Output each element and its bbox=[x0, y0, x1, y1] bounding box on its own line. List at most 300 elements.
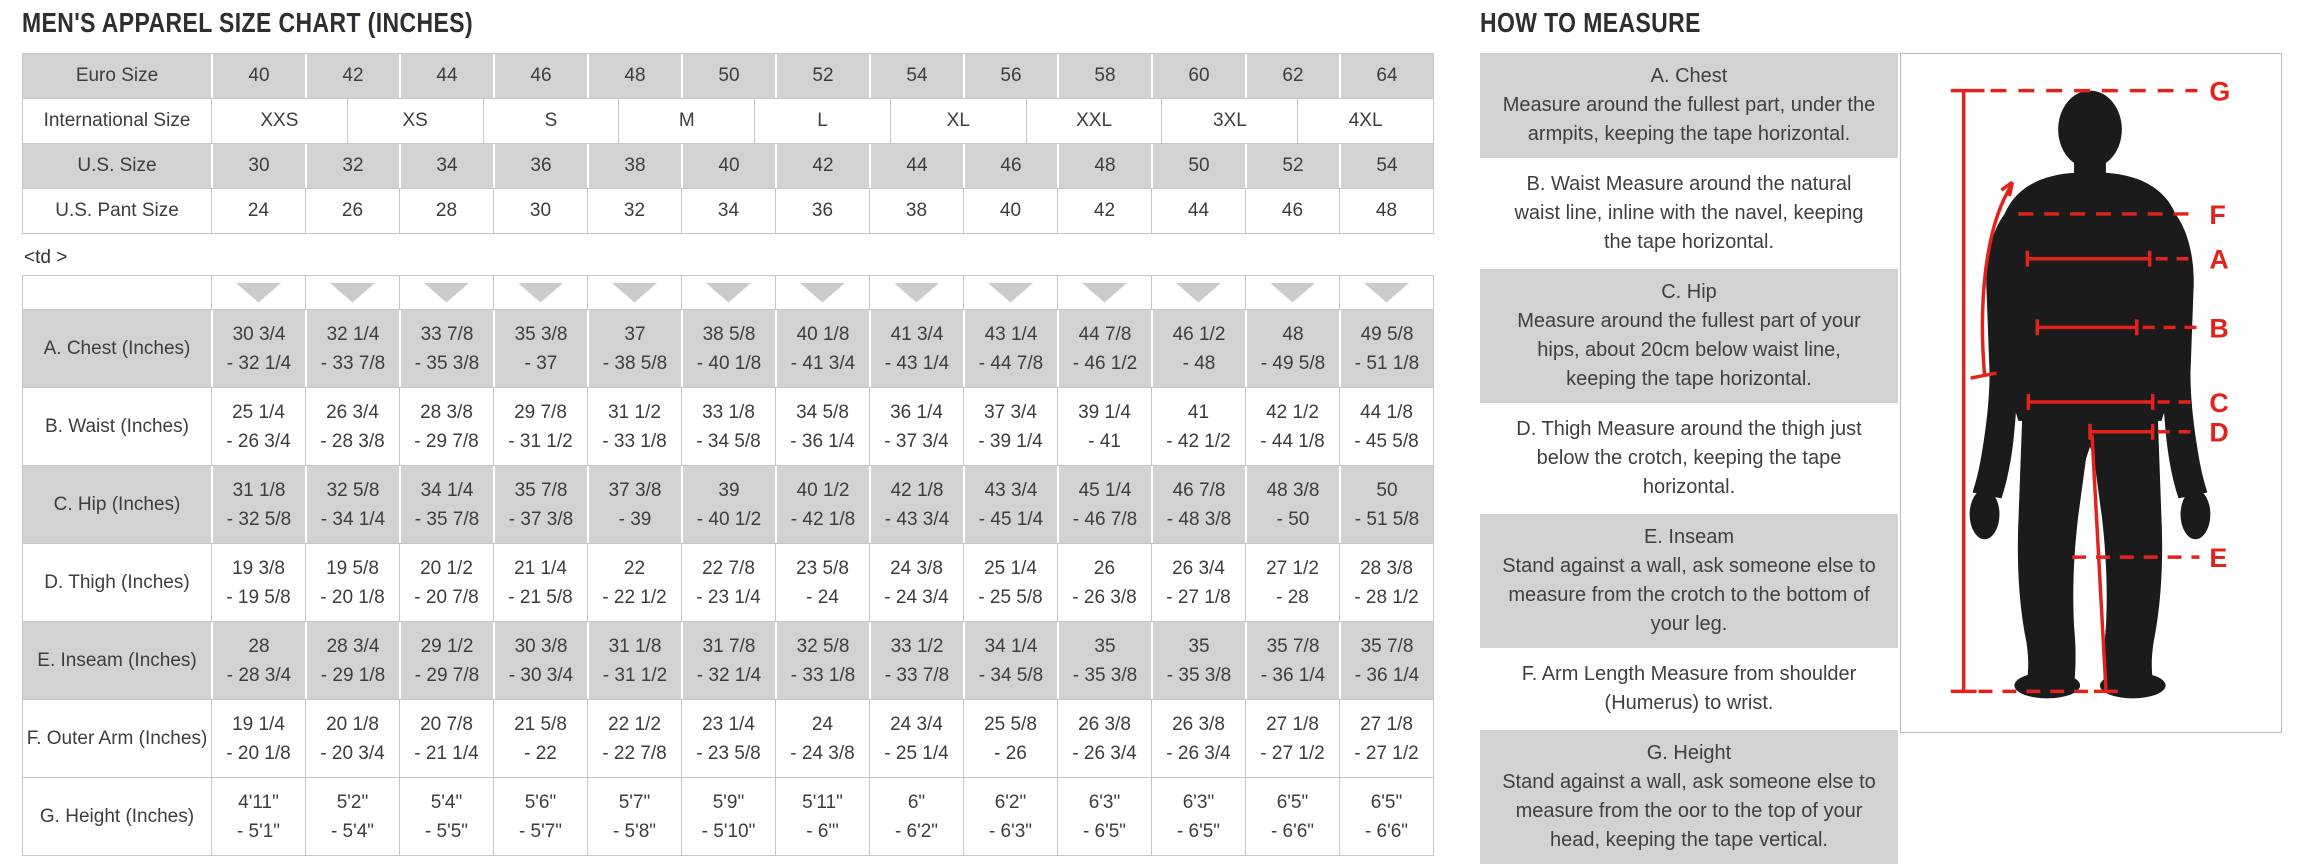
size-value-cell: S bbox=[483, 99, 619, 143]
dropdown-triangle-icon bbox=[1176, 283, 1222, 303]
size-value-cell: 3XL bbox=[1161, 99, 1297, 143]
size-column-dropdown[interactable] bbox=[681, 276, 775, 309]
size-value-cell: 30 bbox=[493, 189, 587, 233]
page-title bbox=[22, 6, 1434, 40]
range-line: 37 3/8 bbox=[608, 479, 662, 501]
range-cell bbox=[493, 622, 587, 699]
range-line: - 6'2" bbox=[894, 820, 939, 842]
range-line: 6'5" bbox=[1276, 791, 1309, 813]
range-cell bbox=[1339, 466, 1433, 543]
range-line: - 6'3" bbox=[988, 820, 1033, 842]
measurement-label: C. Hip (Inches) bbox=[53, 493, 181, 515]
range-cell bbox=[1151, 622, 1245, 699]
dropdown-triangle-icon bbox=[236, 283, 282, 303]
range-cell bbox=[1151, 388, 1245, 465]
range-line: 26 3/4 bbox=[1172, 557, 1225, 579]
measurement-row bbox=[23, 309, 1433, 387]
size-value-cell: 52 bbox=[1245, 144, 1339, 188]
range-cell bbox=[681, 622, 775, 699]
figure-labels bbox=[2209, 77, 2230, 574]
range-line: 48 3/8 bbox=[1266, 479, 1320, 501]
range-line: 23 5/8 bbox=[796, 557, 849, 579]
size-value-cell: 44 bbox=[1151, 189, 1245, 233]
figure-label-g: G bbox=[2209, 76, 2231, 107]
range-line: 35 3/8 bbox=[514, 323, 568, 345]
range-cell bbox=[211, 310, 305, 387]
size-value-cell: 50 bbox=[1151, 144, 1245, 188]
size-value-cell: 44 bbox=[399, 54, 493, 98]
dropdown-triangle-icon bbox=[988, 283, 1034, 303]
range-cell bbox=[399, 700, 493, 777]
range-line: - 23 1/4 bbox=[696, 586, 761, 608]
range-line: - 5'7" bbox=[518, 820, 563, 842]
range-cell bbox=[305, 466, 399, 543]
range-line: 37 bbox=[624, 323, 646, 345]
range-line: - 37 bbox=[524, 352, 558, 374]
dropdown-triangle-icon bbox=[706, 283, 752, 303]
range-line: 26 3/4 bbox=[326, 401, 379, 423]
range-line: 25 1/4 bbox=[984, 557, 1037, 579]
range-line: 6'3" bbox=[1088, 791, 1121, 813]
measurement-label: E. Inseam (Inches) bbox=[37, 649, 197, 671]
range-line: 24 bbox=[811, 713, 834, 735]
range-line: 22 bbox=[623, 557, 646, 579]
size-value-cell: 24 bbox=[211, 189, 305, 233]
range-cell bbox=[1339, 388, 1433, 465]
range-line: - 34 1/4 bbox=[320, 508, 386, 530]
range-line: - 39 bbox=[618, 508, 652, 530]
range-cell bbox=[587, 388, 681, 465]
range-line: - 44 7/8 bbox=[978, 352, 1044, 374]
dropdown-triangle-icon bbox=[800, 283, 846, 303]
range-cell bbox=[399, 544, 493, 621]
range-line: - 23 5/8 bbox=[696, 742, 761, 764]
range-cell bbox=[775, 388, 869, 465]
measurement-row bbox=[23, 777, 1433, 855]
range-line: - 42 1/2 bbox=[1166, 430, 1231, 452]
range-cell bbox=[775, 544, 869, 621]
range-cell bbox=[1245, 388, 1339, 465]
range-line: - 41 bbox=[1088, 430, 1121, 452]
range-cell bbox=[775, 622, 869, 699]
size-value-cell: 36 bbox=[493, 144, 587, 188]
range-line: 33 7/8 bbox=[420, 323, 474, 345]
range-cell bbox=[775, 700, 869, 777]
range-cell bbox=[305, 700, 399, 777]
size-value-cell: 34 bbox=[399, 144, 493, 188]
range-line: 33 1/2 bbox=[890, 635, 944, 657]
size-value-cell: L bbox=[754, 99, 890, 143]
range-cell bbox=[1245, 700, 1339, 777]
range-line: 20 1/2 bbox=[420, 557, 473, 579]
instruction-title: A. Chest bbox=[1650, 65, 1728, 87]
instruction-title: G. Height bbox=[1646, 742, 1732, 764]
range-line: 27 1/8 bbox=[1360, 713, 1413, 735]
size-value-cell: 64 bbox=[1339, 54, 1433, 98]
range-line: - 49 5/8 bbox=[1260, 352, 1326, 374]
range-line: - 31 1/2 bbox=[602, 664, 668, 686]
range-cell bbox=[681, 778, 775, 855]
range-line: 43 3/4 bbox=[984, 479, 1038, 501]
range-line: 21 5/8 bbox=[514, 713, 567, 735]
size-column-dropdown[interactable] bbox=[399, 276, 493, 309]
range-line: - 36 1/4 bbox=[790, 430, 855, 452]
instruction-body: B. Waist Measure around the natural waist line, inline with the navel, keeping the tape horizontal. bbox=[1514, 173, 1864, 253]
size-column-dropdown[interactable] bbox=[211, 276, 305, 309]
range-line: - 51 1/8 bbox=[1354, 352, 1420, 374]
range-line: - 46 7/8 bbox=[1072, 508, 1138, 530]
dropdown-triangle-icon bbox=[330, 283, 376, 303]
range-cell bbox=[1057, 622, 1151, 699]
size-value-cell: 54 bbox=[1339, 144, 1433, 188]
range-line: - 28 bbox=[1276, 586, 1309, 608]
range-line: 5'9" bbox=[712, 791, 745, 813]
range-line: 4'11" bbox=[238, 791, 279, 813]
range-line: - 20 7/8 bbox=[414, 586, 479, 608]
size-value-cell: 40 bbox=[681, 144, 775, 188]
range-cell bbox=[587, 466, 681, 543]
range-line: - 32 1/4 bbox=[696, 664, 762, 686]
range-line: 32 5/8 bbox=[326, 479, 380, 501]
range-cell bbox=[493, 388, 587, 465]
range-line: 28 3/8 bbox=[420, 401, 473, 423]
size-value-cell: 4XL bbox=[1297, 99, 1433, 143]
range-line: - 22 bbox=[524, 742, 557, 764]
range-line: 28 bbox=[248, 635, 270, 657]
size-value-cell: 54 bbox=[869, 54, 963, 98]
range-line: 46 1/2 bbox=[1172, 323, 1226, 345]
range-line: - 38 5/8 bbox=[602, 352, 668, 374]
range-cell bbox=[587, 622, 681, 699]
range-line: - 6'6" bbox=[1270, 820, 1315, 842]
size-column-dropdown[interactable] bbox=[1339, 276, 1433, 309]
dropdown-triangle-icon bbox=[894, 283, 940, 303]
figure-label-e: E bbox=[2209, 543, 2228, 574]
size-value-cell: 60 bbox=[1151, 54, 1245, 98]
size-column-dropdown[interactable] bbox=[1057, 276, 1151, 309]
range-line: 24 3/4 bbox=[890, 713, 943, 735]
range-line: 41 3/4 bbox=[890, 323, 944, 345]
range-cell bbox=[775, 466, 869, 543]
range-cell bbox=[211, 388, 305, 465]
range-line: - 26 3/8 bbox=[1072, 586, 1137, 608]
range-cell bbox=[1057, 466, 1151, 543]
range-line: - 33 1/8 bbox=[602, 430, 667, 452]
range-line: - 40 1/2 bbox=[696, 508, 762, 530]
range-line: - 26 3/4 bbox=[226, 430, 291, 452]
range-cell bbox=[305, 778, 399, 855]
measurement-label: B. Waist (Inches) bbox=[45, 415, 189, 437]
range-line: 36 1/4 bbox=[890, 401, 943, 423]
range-cell bbox=[963, 622, 1057, 699]
range-cell bbox=[869, 388, 963, 465]
range-cell bbox=[493, 778, 587, 855]
measurements-table bbox=[22, 275, 1434, 856]
range-line: 43 1/4 bbox=[984, 323, 1038, 345]
range-line: 19 5/8 bbox=[326, 557, 379, 579]
range-cell bbox=[1245, 778, 1339, 855]
measure-instructions bbox=[1480, 53, 1898, 867]
range-cell bbox=[775, 778, 869, 855]
measurement-row bbox=[23, 465, 1433, 543]
range-line: - 43 1/4 bbox=[884, 352, 950, 374]
dropdown-triangle-icon bbox=[1082, 283, 1128, 303]
range-line: 31 1/8 bbox=[232, 479, 286, 501]
range-line: 37 3/4 bbox=[984, 401, 1037, 423]
range-cell bbox=[963, 466, 1057, 543]
range-line: - 50 bbox=[1276, 508, 1310, 530]
range-cell bbox=[1151, 466, 1245, 543]
instruction-body: Stand against a wall, ask someone else to measure from the oor to the top of your head, keeping the tape vertical. bbox=[1502, 771, 1876, 851]
range-line: 39 1/4 bbox=[1078, 401, 1131, 423]
range-line: - 34 5/8 bbox=[696, 430, 761, 452]
range-cell bbox=[1151, 310, 1245, 387]
range-line: - 22 7/8 bbox=[602, 742, 667, 764]
size-table-row bbox=[23, 143, 1433, 188]
range-line: - 25 1/4 bbox=[884, 742, 949, 764]
range-line: - 19 5/8 bbox=[226, 586, 291, 608]
range-cell bbox=[869, 700, 963, 777]
range-line: - 21 1/4 bbox=[414, 742, 479, 764]
range-line: 28 3/8 bbox=[1360, 557, 1413, 579]
range-cell bbox=[963, 310, 1057, 387]
range-line: 26 3/8 bbox=[1172, 713, 1225, 735]
range-line: - 48 3/8 bbox=[1166, 508, 1232, 530]
range-line: - 42 1/8 bbox=[790, 508, 856, 530]
range-cell bbox=[1245, 466, 1339, 543]
range-line: 35 7/8 bbox=[1266, 635, 1320, 657]
size-table-row bbox=[23, 98, 1433, 143]
range-line: 35 7/8 bbox=[1360, 635, 1414, 657]
range-line: 38 5/8 bbox=[702, 323, 756, 345]
size-column-dropdown[interactable] bbox=[493, 276, 587, 309]
figure-label-c: C bbox=[2209, 387, 2229, 418]
range-cell bbox=[963, 700, 1057, 777]
dropdown-triangle-icon bbox=[518, 283, 564, 303]
range-line: 32 1/4 bbox=[326, 323, 380, 345]
range-line: 30 3/4 bbox=[232, 323, 286, 345]
range-line: - 5'5" bbox=[424, 820, 469, 842]
range-line: - 26 bbox=[994, 742, 1027, 764]
range-line: 5'6" bbox=[524, 791, 557, 813]
size-value-cell: 42 bbox=[775, 144, 869, 188]
dropdown-triangle-icon bbox=[1270, 283, 1316, 303]
range-line: - 36 1/4 bbox=[1354, 664, 1420, 686]
range-cell bbox=[305, 310, 399, 387]
measure-instruction bbox=[1480, 514, 1898, 648]
range-cell bbox=[587, 310, 681, 387]
range-line: 19 1/4 bbox=[232, 713, 285, 735]
measure-instruction bbox=[1480, 269, 1898, 403]
figure-label-f: F bbox=[2209, 199, 2226, 230]
range-line: 21 1/4 bbox=[514, 557, 567, 579]
range-line: - 51 5/8 bbox=[1354, 508, 1420, 530]
size-table-row bbox=[23, 54, 1433, 98]
size-value-cell: 48 bbox=[1057, 144, 1151, 188]
range-line: - 37 3/8 bbox=[508, 508, 574, 530]
range-line: - 6'6" bbox=[1364, 820, 1409, 842]
range-line: 6" bbox=[907, 791, 926, 813]
range-cell bbox=[211, 544, 305, 621]
range-line: 34 1/4 bbox=[984, 635, 1038, 657]
measurement-row bbox=[23, 387, 1433, 465]
range-cell bbox=[493, 700, 587, 777]
dropdown-triangle-icon bbox=[612, 283, 658, 303]
page-title-text: MEN'S APPAREL SIZE CHART (INCHES) bbox=[22, 7, 474, 38]
range-cell bbox=[1057, 310, 1151, 387]
range-line: 20 1/8 bbox=[326, 713, 379, 735]
range-cell bbox=[681, 544, 775, 621]
range-line: 42 1/2 bbox=[1266, 401, 1319, 423]
range-cell bbox=[493, 310, 587, 387]
measure-instruction bbox=[1480, 406, 1898, 511]
range-line: 28 3/4 bbox=[326, 635, 380, 657]
range-cell bbox=[1057, 388, 1151, 465]
range-line: - 25 5/8 bbox=[978, 586, 1043, 608]
range-line: - 6'5" bbox=[1176, 820, 1221, 842]
row-label-empty bbox=[23, 276, 211, 309]
range-line: 5'11" bbox=[802, 791, 843, 813]
range-line: 5'7" bbox=[618, 791, 651, 813]
range-line: - 20 3/4 bbox=[320, 742, 385, 764]
range-cell bbox=[1151, 700, 1245, 777]
range-line: 5'2" bbox=[336, 791, 369, 813]
range-cell bbox=[587, 700, 681, 777]
size-table-row bbox=[23, 188, 1433, 233]
range-line: - 20 1/8 bbox=[320, 586, 385, 608]
range-line: 35 7/8 bbox=[514, 479, 568, 501]
instruction-title: C. Hip bbox=[1661, 281, 1717, 303]
range-line: - 24 3/4 bbox=[884, 586, 949, 608]
range-cell bbox=[1339, 622, 1433, 699]
range-line: - 30 3/4 bbox=[508, 664, 574, 686]
size-value-cell: 42 bbox=[1057, 189, 1151, 233]
range-line: 30 3/8 bbox=[514, 635, 568, 657]
instruction-title: E. Inseam bbox=[1643, 526, 1735, 548]
range-line: - 29 1/8 bbox=[320, 664, 386, 686]
range-line: 40 1/2 bbox=[796, 479, 850, 501]
size-value-cell: 26 bbox=[305, 189, 399, 233]
size-column-dropdown[interactable] bbox=[869, 276, 963, 309]
range-cell bbox=[1339, 310, 1433, 387]
size-value-cell: 46 bbox=[963, 144, 1057, 188]
range-line: - 41 3/4 bbox=[790, 352, 856, 374]
range-line: - 45 1/4 bbox=[978, 508, 1044, 530]
range-line: 27 1/8 bbox=[1266, 713, 1319, 735]
instruction-body: Measure around the fullest part, under the armpits, keeping the tape horizontal. bbox=[1502, 94, 1876, 145]
range-line: - 34 5/8 bbox=[978, 664, 1044, 686]
measurement-row bbox=[23, 699, 1433, 777]
size-column-dropdown[interactable] bbox=[775, 276, 869, 309]
range-line: 29 7/8 bbox=[514, 401, 567, 423]
size-column-dropdown[interactable] bbox=[963, 276, 1057, 309]
range-line: 41 bbox=[1187, 401, 1210, 423]
range-line: 49 5/8 bbox=[1360, 323, 1414, 345]
range-line: - 36 1/4 bbox=[1260, 664, 1326, 686]
dropdown-arrow-row bbox=[23, 276, 1433, 309]
range-line: - 28 1/2 bbox=[1354, 586, 1419, 608]
stray-td-text: <td > bbox=[24, 247, 68, 268]
range-line: - 40 1/8 bbox=[696, 352, 762, 374]
range-line: 35 bbox=[1188, 635, 1210, 657]
range-line: 31 1/8 bbox=[608, 635, 662, 657]
range-line: 34 5/8 bbox=[796, 401, 849, 423]
how-to-measure-section bbox=[1480, 6, 2284, 867]
range-cell bbox=[963, 778, 1057, 855]
size-value-cell: 50 bbox=[681, 54, 775, 98]
range-line: 27 1/2 bbox=[1266, 557, 1319, 579]
range-cell bbox=[1057, 700, 1151, 777]
range-cell bbox=[399, 388, 493, 465]
range-cell bbox=[681, 310, 775, 387]
size-value-cell: 48 bbox=[587, 54, 681, 98]
size-chart-section bbox=[22, 6, 1434, 856]
measure-instruction bbox=[1480, 53, 1898, 158]
size-column-dropdown[interactable] bbox=[305, 276, 399, 309]
measurement-label: F. Outer Arm (Inches) bbox=[26, 727, 208, 749]
range-line: - 45 5/8 bbox=[1354, 430, 1419, 452]
size-value-cell: 48 bbox=[1339, 189, 1433, 233]
range-line: - 5'1" bbox=[236, 820, 281, 842]
size-value-cell: M bbox=[618, 99, 754, 143]
size-column-dropdown[interactable] bbox=[1151, 276, 1245, 309]
range-cell bbox=[211, 778, 305, 855]
size-value-cell: XL bbox=[890, 99, 1026, 143]
range-line: - 5'4" bbox=[330, 820, 375, 842]
range-cell bbox=[399, 622, 493, 699]
size-value-cell: 40 bbox=[963, 189, 1057, 233]
measurement-label: A. Chest (Inches) bbox=[43, 337, 191, 359]
size-conversion-table bbox=[22, 53, 1434, 234]
size-column-dropdown[interactable] bbox=[587, 276, 681, 309]
range-cell bbox=[211, 622, 305, 699]
range-cell bbox=[493, 466, 587, 543]
size-value-cell: 44 bbox=[869, 144, 963, 188]
range-line: 25 1/4 bbox=[232, 401, 285, 423]
size-value-cell: 30 bbox=[211, 144, 305, 188]
measure-instruction bbox=[1480, 161, 1898, 266]
range-cell bbox=[1245, 310, 1339, 387]
size-value-cell: 28 bbox=[399, 189, 493, 233]
range-line: 31 7/8 bbox=[702, 635, 756, 657]
range-cell bbox=[869, 466, 963, 543]
range-line: - 5'10" bbox=[701, 820, 756, 842]
size-value-cell: 32 bbox=[305, 144, 399, 188]
range-cell bbox=[399, 778, 493, 855]
range-line: - 33 1/8 bbox=[790, 664, 856, 686]
range-line: - 46 1/2 bbox=[1072, 352, 1138, 374]
range-cell bbox=[587, 778, 681, 855]
range-line: 22 7/8 bbox=[702, 557, 755, 579]
size-value-cell: 42 bbox=[305, 54, 399, 98]
range-line: 19 3/8 bbox=[232, 557, 285, 579]
range-line: 25 5/8 bbox=[984, 713, 1037, 735]
range-cell bbox=[399, 310, 493, 387]
size-value-cell: 58 bbox=[1057, 54, 1151, 98]
range-line: - 48 bbox=[1182, 352, 1216, 374]
measure-instruction bbox=[1480, 651, 1898, 727]
measurement-label: D. Thigh (Inches) bbox=[44, 571, 190, 593]
range-line: 45 1/4 bbox=[1078, 479, 1132, 501]
size-column-dropdown[interactable] bbox=[1245, 276, 1339, 309]
range-line: - 35 7/8 bbox=[414, 508, 480, 530]
size-value-cell: 38 bbox=[587, 144, 681, 188]
row-label: International Size bbox=[43, 110, 191, 131]
size-value-cell: 36 bbox=[775, 189, 869, 233]
range-line: - 5'8" bbox=[612, 820, 657, 842]
range-line: 26 3/8 bbox=[1078, 713, 1131, 735]
range-cell bbox=[305, 388, 399, 465]
